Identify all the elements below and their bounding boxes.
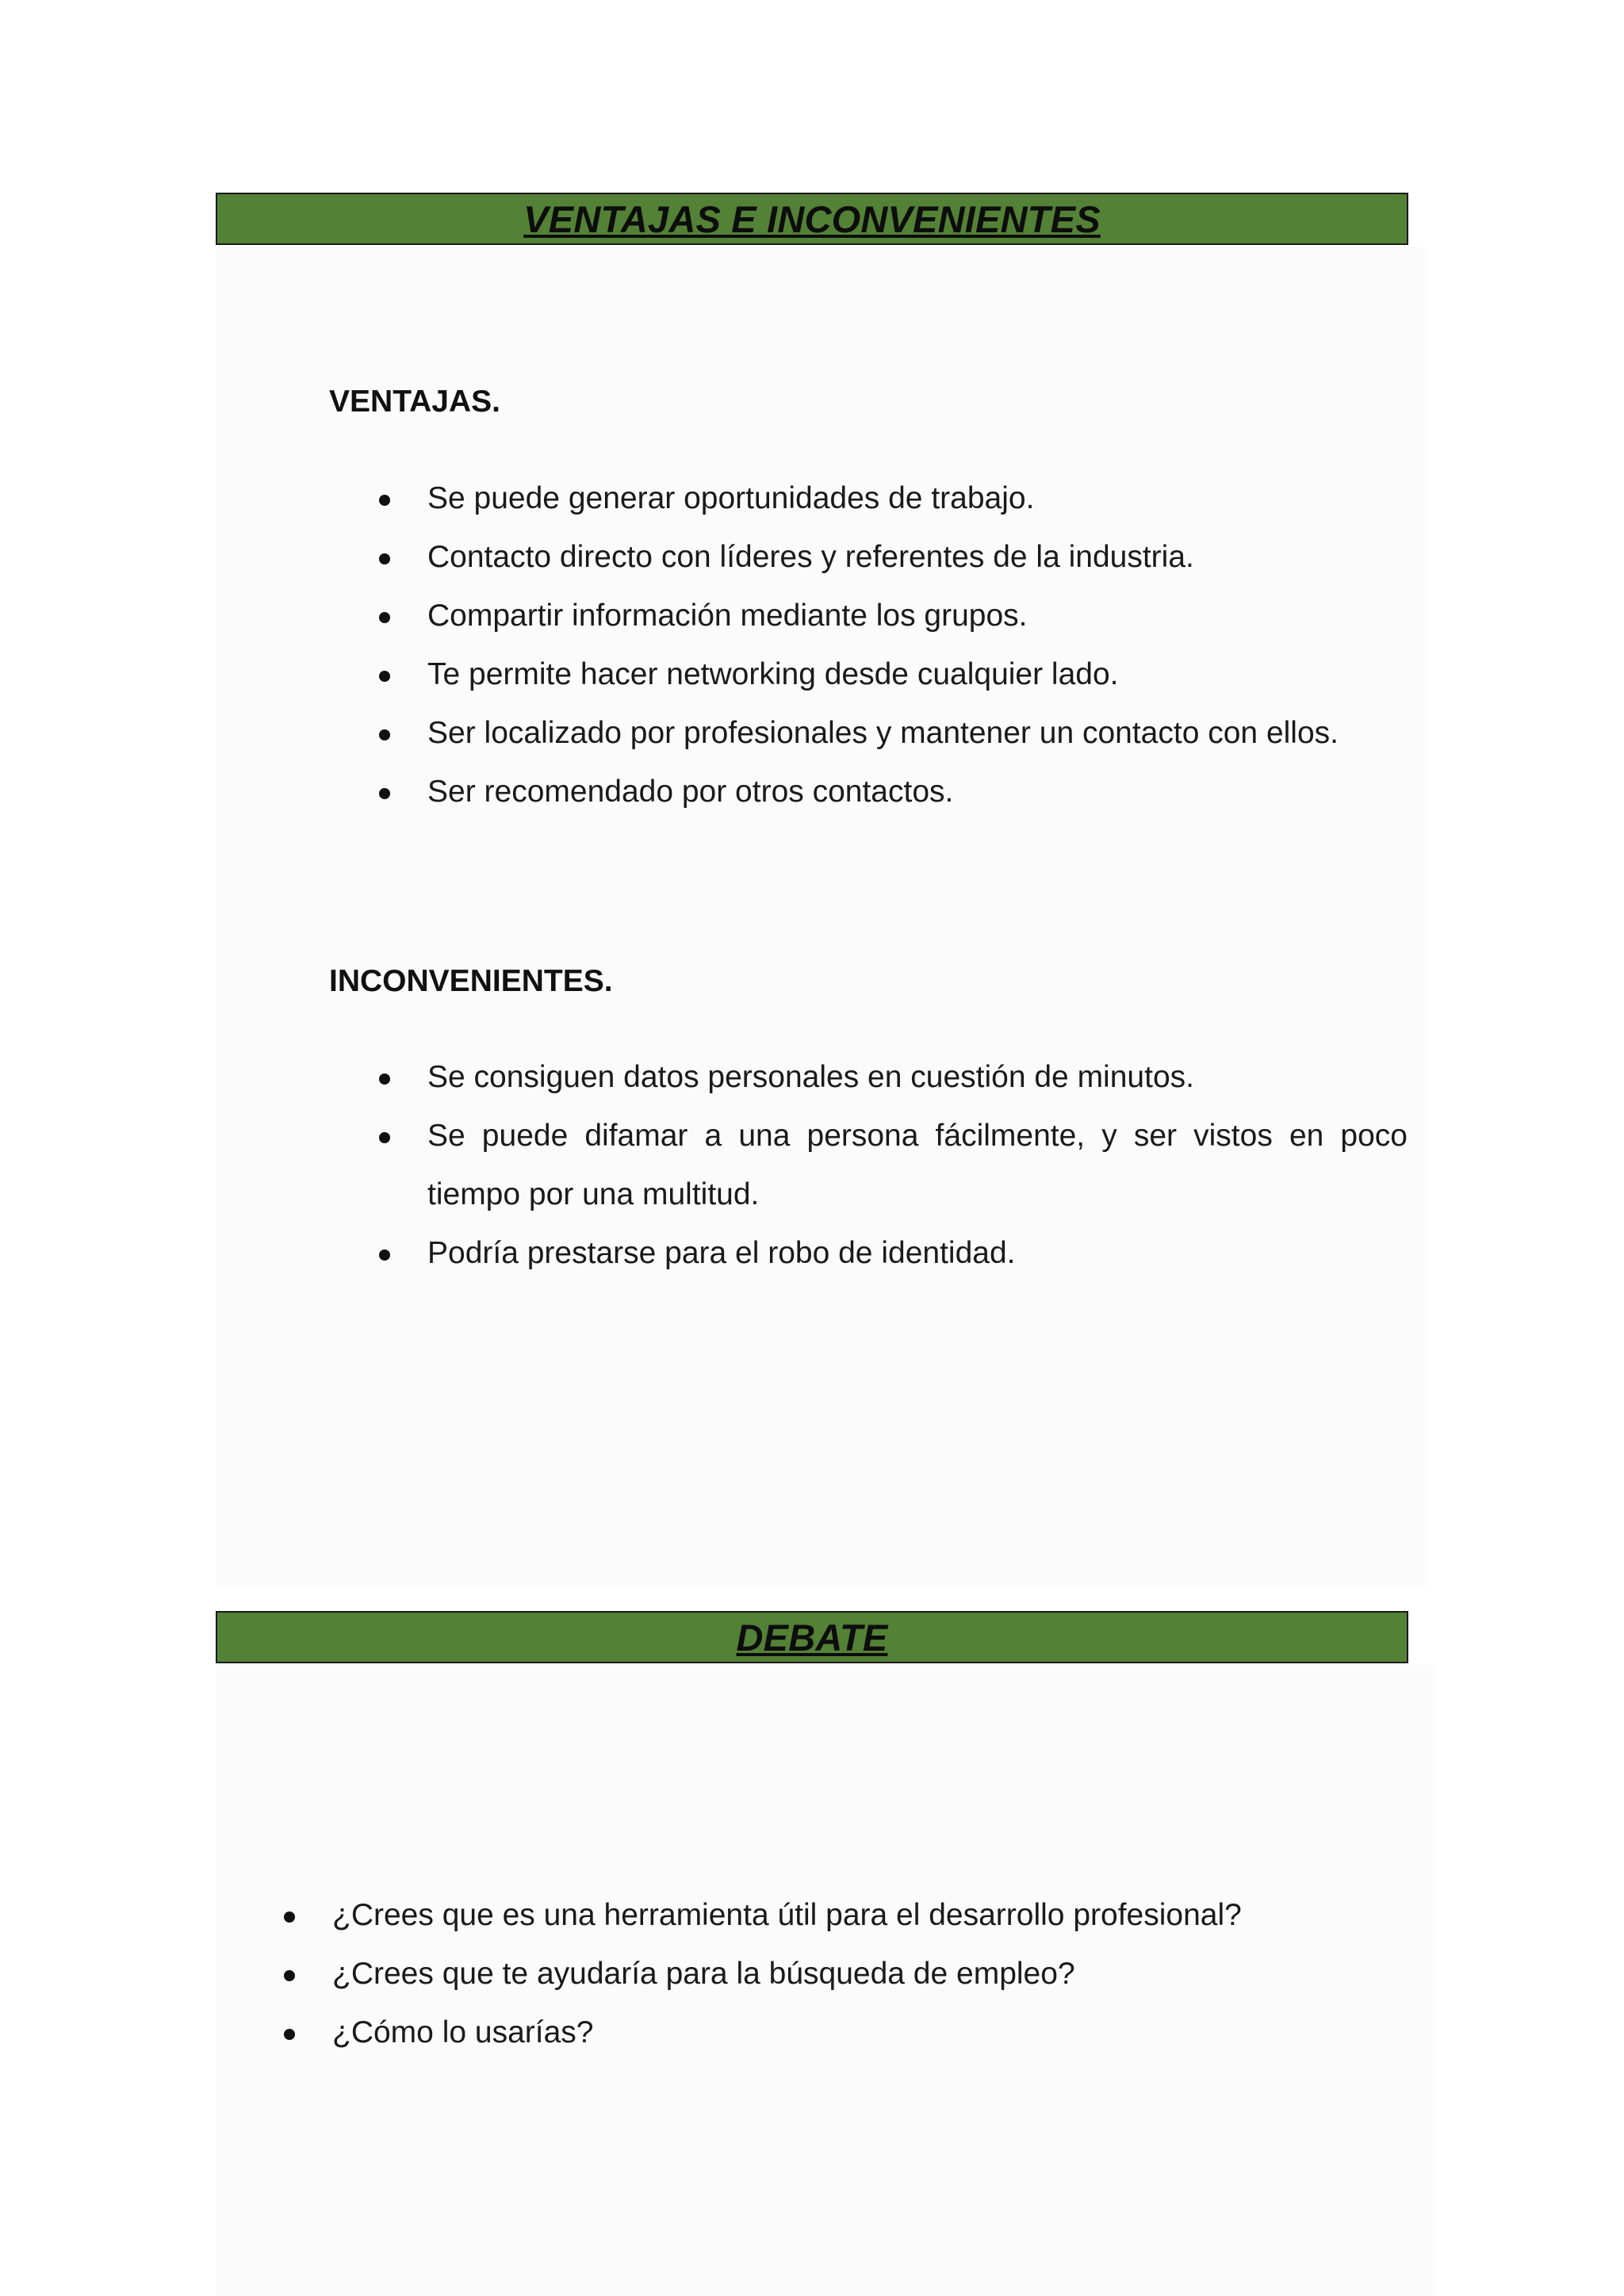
list-item (234, 1945, 1408, 2003)
list-item (329, 1048, 1408, 1107)
list-item-text: Ser localizado por profesionales y mantener un contacto con ellos. (427, 716, 1339, 750)
list-item-text: ¿Crees que te ayudaría para la búsqueda de empleo? (332, 1957, 1075, 1991)
list-item (329, 469, 1408, 528)
section-title: DEBATE (736, 1616, 888, 1659)
list-item (234, 1886, 1408, 1945)
list-item (329, 528, 1408, 587)
content-panel-ventajas (216, 247, 1427, 1587)
list-item-text: Podría prestarse para el robo de identidad. (427, 1236, 1016, 1270)
list-item-text: Compartir información mediante los grupos. (427, 599, 1028, 633)
list-item-text: ¿Crees que es una herramienta útil para el desarrollo profesional? (332, 1898, 1242, 1932)
list-item (329, 704, 1408, 763)
bullet-icon (379, 671, 390, 682)
list-item-text: Te permite hacer networking desde cualquier lado. (427, 657, 1119, 691)
list-item-text: Se puede difamar a una persona fácilmente, y ser vistos en poco tiempo por una multitud. (427, 1119, 1408, 1211)
inconvenientes-list (329, 1048, 1408, 1283)
list-item (329, 645, 1408, 704)
debate-list (234, 1886, 1408, 2062)
list-item-text: Contacto directo con líderes y referentes de la industria. (427, 540, 1194, 574)
list-item (329, 1224, 1408, 1283)
bullet-icon (379, 1249, 390, 1261)
bullet-icon (379, 788, 390, 799)
bullet-icon (284, 2029, 295, 2040)
list-item-text: ¿Cómo lo usarías? (332, 2015, 594, 2049)
ventajas-list (329, 469, 1408, 821)
ventajas-heading: VENTAJAS. (329, 385, 500, 419)
list-item (234, 2003, 1408, 2062)
list-item-text: Se puede generar oportunidades de trabajo. (427, 481, 1035, 515)
list-item (329, 587, 1408, 645)
list-item (329, 763, 1408, 821)
list-item (329, 1107, 1408, 1224)
bullet-icon (284, 1911, 295, 1923)
section-title: VENTAJAS E INCONVENIENTES (523, 197, 1101, 240)
bullet-icon (379, 612, 390, 623)
bullet-icon (379, 1132, 390, 1143)
section-banner-ventajas-inconvenientes (216, 193, 1408, 245)
bullet-icon (379, 495, 390, 506)
bullet-icon (379, 1073, 390, 1085)
bullet-icon (379, 553, 390, 564)
inconvenientes-heading: INCONVENIENTES. (329, 964, 613, 998)
section-banner-debate (216, 1611, 1408, 1663)
bullet-icon (379, 729, 390, 740)
list-item-text: Se consiguen datos personales en cuestión de minutos. (427, 1060, 1194, 1094)
bullet-icon (284, 1970, 295, 1981)
list-item-text: Ser recomendado por otros contactos. (427, 775, 954, 809)
